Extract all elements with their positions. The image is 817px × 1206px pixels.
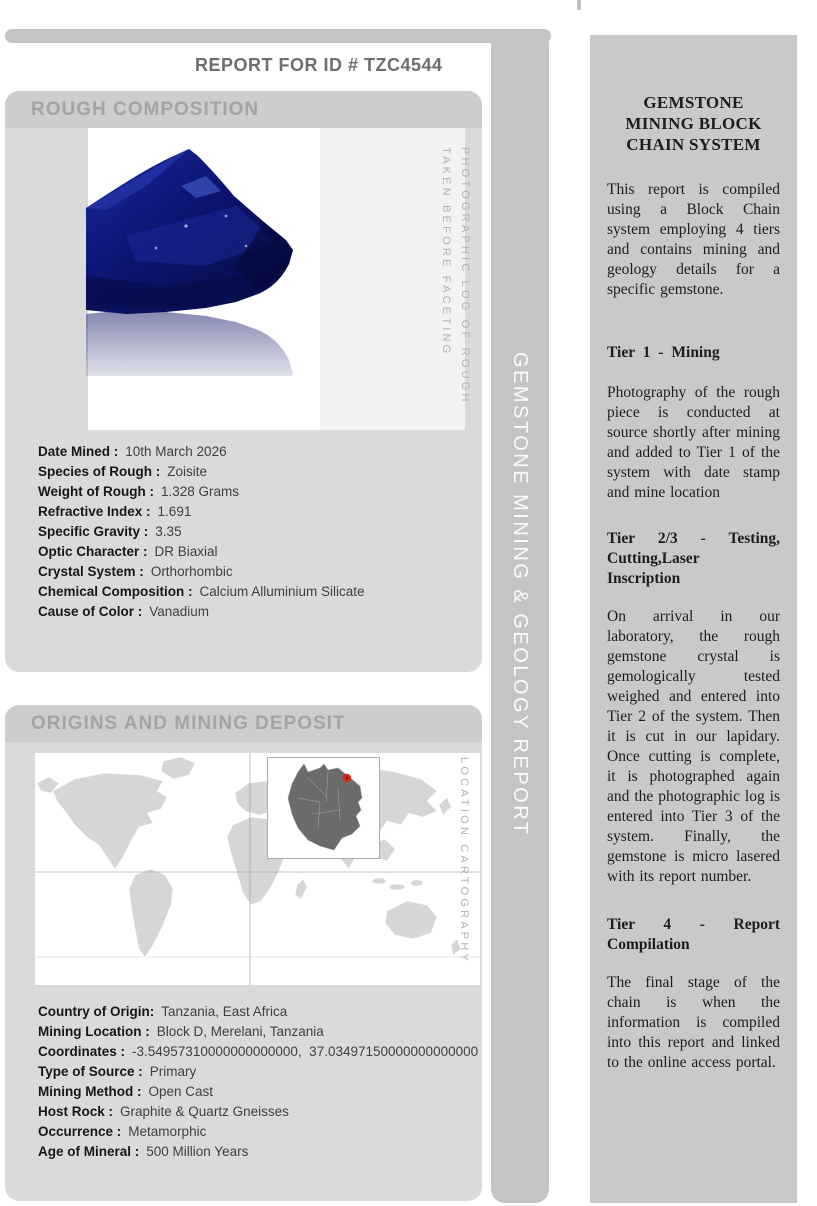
field-row: [38, 562, 478, 582]
field-label: Country of Origin:: [38, 1004, 155, 1019]
field-row: [38, 502, 478, 522]
field-row: [38, 1102, 478, 1122]
field-value: Orthorhombic: [150, 564, 233, 579]
field-row: [38, 1082, 478, 1102]
info-title-line3: CHAIN SYSTEM: [626, 135, 761, 154]
field-value: -3.54957310000000000000, 37.03497150000000000000: [132, 1044, 479, 1059]
field-label: Age of Mineral :: [38, 1144, 140, 1159]
field-value: 3.35: [155, 524, 182, 539]
rough-composition-title: ROUGH COMPOSITION: [31, 99, 260, 120]
field-row: [38, 1062, 478, 1082]
field-label: Refractive Index :: [38, 504, 151, 519]
field-row: [38, 602, 478, 622]
gem-reflection: [86, 310, 293, 376]
field-value: DR Biaxial: [154, 544, 218, 559]
field-label: Coordinates :: [38, 1044, 126, 1059]
tier23-paragraph: On arrival in our laboratory, the rough gemstone crystal is gemologically tested weighed and entered into Tier 2 of the system. Then it is cut in our lapidary. Once cutting is complete, it is photographed again and the photographic log is entered into Tier 3 of the system. Finally, the gemstone is micro lasered with its report number.: [607, 608, 780, 885]
field-row: [38, 462, 478, 482]
info-intro-paragraph: This report is compiled using a Block Chain system employing 4 tiers and contains mining and geology details for a specific gemstone.: [607, 181, 780, 298]
tier4-paragraph: The final stage of the chain is when the information is compiled into this report and linked to the online access portal.: [607, 974, 780, 1071]
field-label: Mining Method :: [38, 1084, 142, 1099]
field-value: 500 Million Years: [146, 1144, 249, 1159]
rough-composition-header-band: [5, 91, 482, 128]
field-label: Species of Rough :: [38, 464, 161, 479]
tier4-heading: Tier 4 - Report Compilation: [607, 916, 780, 953]
blockchain-info-panel: [590, 35, 797, 1203]
info-title-line1: GEMSTONE: [643, 93, 744, 112]
field-value: 1.691: [157, 504, 192, 519]
photo-caption-line2: TAKEN BEFORE FACETING: [440, 147, 452, 357]
field-value: Graphite & Quartz Gneisses: [120, 1104, 289, 1119]
photo-caption-line1: PHOTOGRAPHIC LOG OF ROUGH: [459, 147, 471, 405]
field-label: Date Mined :: [38, 444, 119, 459]
field-row: [38, 1042, 478, 1062]
field-value: 1.328 Grams: [160, 484, 240, 499]
field-row: [38, 522, 478, 542]
field-row: [38, 442, 478, 462]
field-value: Vanadium: [149, 604, 210, 619]
field-label: Optic Character :: [38, 544, 148, 559]
info-panel-title: [607, 92, 780, 155]
field-row: [38, 542, 478, 562]
photo-caption: [436, 147, 474, 423]
field-row: [38, 482, 478, 502]
world-map-panel: [35, 753, 480, 985]
field-value: 10th March 2026: [125, 444, 227, 459]
field-label: Host Rock :: [38, 1104, 114, 1119]
tanzania-inset-map: [267, 757, 380, 859]
field-row: [38, 582, 478, 602]
origins-title: ORIGINS AND MINING DEPOSIT: [31, 713, 346, 734]
field-row: [38, 1142, 478, 1162]
field-label: Crystal System :: [38, 564, 144, 579]
field-label: Specific Gravity :: [38, 524, 149, 539]
map-caption: LOCATION CARTOGRAPHY: [458, 757, 470, 965]
field-value: Block D, Merelani, Tanzania: [156, 1024, 324, 1039]
report-id-title: REPORT FOR ID # TZC4544: [195, 55, 443, 75]
spine-label: GEMSTONE MINING & GEOLOGY REPORT: [509, 352, 531, 837]
field-value: Metamorphic: [128, 1124, 207, 1139]
field-value: Open Cast: [148, 1084, 214, 1099]
field-label: Occurrence :: [38, 1124, 122, 1139]
tier1-heading: Tier 1 - Mining: [607, 344, 720, 361]
rough-gemstone-photo: [86, 146, 311, 376]
tier1-paragraph: Photography of the rough piece is conducted at source shortly after mining and added to Tier 1 of the system with date stamp and mine location: [607, 384, 780, 501]
tier23-heading: Tier 2/3 - Testing, Cutting,Laser Inscription: [607, 530, 780, 587]
field-row: [38, 1022, 478, 1042]
field-label: Mining Location :: [38, 1024, 150, 1039]
origins-fields: [38, 1002, 478, 1162]
field-value: Calcium Alluminium Silicate: [199, 584, 365, 599]
info-title-line2: MINING BLOCK: [625, 114, 762, 133]
field-value: Primary: [149, 1064, 197, 1079]
world-map: [35, 753, 480, 985]
field-label: Chemical Composition :: [38, 584, 193, 599]
field-value: Zoisite: [167, 464, 208, 479]
field-label: Weight of Rough :: [38, 484, 154, 499]
rough-composition-fields: [38, 442, 478, 622]
page-top-tick: [577, 0, 581, 10]
field-label: Type of Source :: [38, 1064, 143, 1079]
origins-header-band: [5, 705, 482, 742]
field-row: [38, 1122, 478, 1142]
field-row: [38, 1002, 478, 1022]
field-label: Cause of Color :: [38, 604, 143, 619]
top-gray-strip: [5, 29, 551, 43]
field-value: Tanzania, East Africa: [161, 1004, 288, 1019]
